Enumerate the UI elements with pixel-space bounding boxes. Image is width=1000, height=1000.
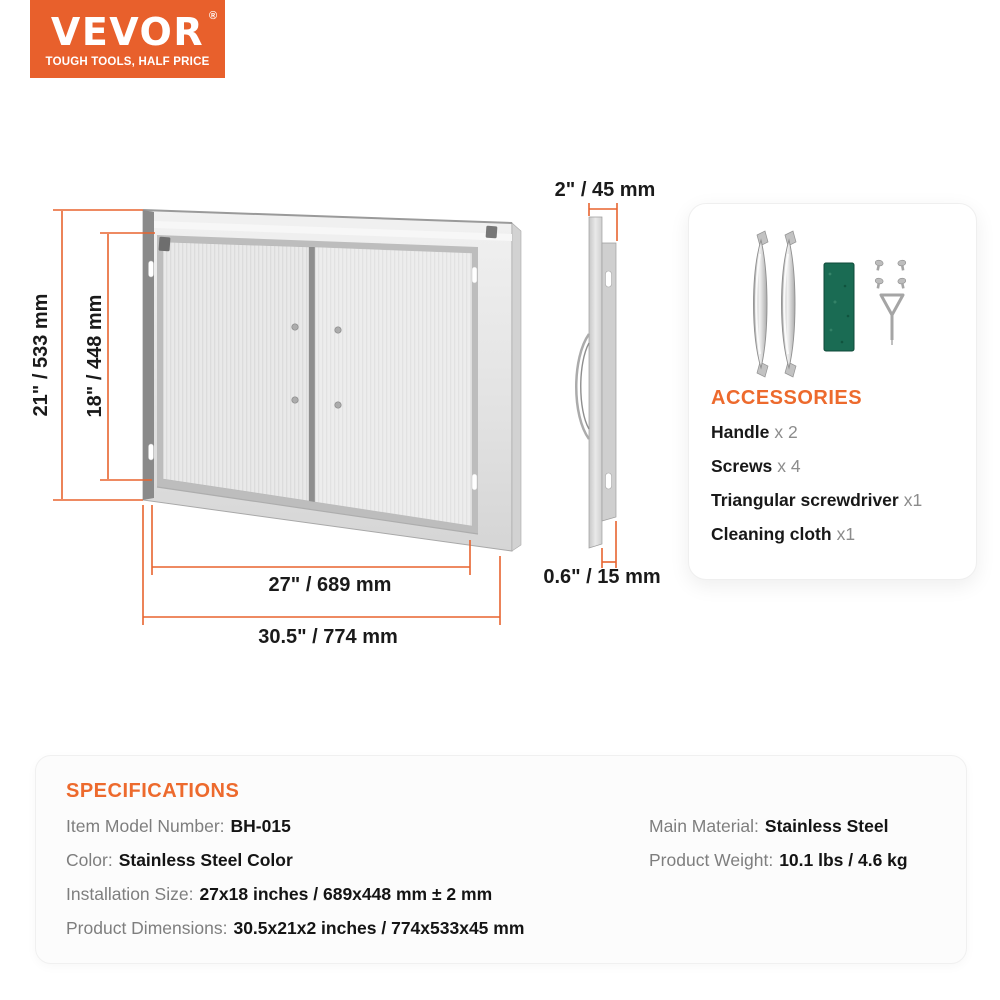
spec-value: 10.1 lbs / 4.6 kg [779,850,908,870]
specifications-card [35,755,967,964]
registered-mark: ® [208,9,218,22]
spec-value: 27x18 inches / 689x448 mm ± 2 mm [199,884,493,904]
accessories-card [688,203,977,580]
hinge-icon [159,237,171,252]
spec-label: Product Weight: [649,850,774,870]
dim-inner-height [100,233,155,480]
cleaning-cloth-icon [824,263,854,351]
door-leaf-left [163,242,309,501]
mounting-slot [606,271,612,287]
accessories-title: ACCESSORIES [711,387,863,409]
dim-outer-height [53,210,143,500]
mounting-slot [472,474,477,490]
accessory-count: x 2 [774,422,798,442]
specifications-title: SPECIFICATIONS [66,780,240,802]
accessory-count: x1 [836,524,856,544]
door-left-edge [143,210,154,500]
hinge-icon [486,226,498,239]
handle-icon [754,231,769,377]
door-right-edge [512,223,521,551]
screw-dot [292,324,298,330]
triangular-screwdriver-icon [881,295,903,345]
screw-dot [292,397,298,403]
spec-value: 30.5x21x2 inches / 774x533x45 mm [233,918,525,938]
dim-label-inner-height: 18" / 448 mm [84,294,106,418]
product-diagram [0,140,680,700]
door-top-band [154,221,512,241]
accessory-count: x1 [903,490,923,510]
spec-row [649,816,888,837]
screw-dot [335,402,341,408]
side-handle [576,334,589,439]
dim-label-outer-width: 30.5" / 774 mm [258,626,398,648]
accessory-item [711,524,922,545]
dim-label-side-depth: 2" / 45 mm [554,179,656,201]
accessory-item [711,490,922,511]
spec-label: Color: [66,850,113,870]
screws-icon [874,259,908,289]
dim-label-outer-height: 21" / 533 mm [30,293,52,417]
vevor-logo [30,0,225,78]
logo-tagline: TOUGH TOOLS, HALF PRICE [45,55,210,68]
accessory-label: Handle [711,422,770,442]
spec-value: Stainless Steel Color [118,850,293,870]
accessory-count: x 4 [777,456,801,476]
handle-icon [782,231,797,377]
door-outer-frame [143,210,512,551]
spec-label: Main Material: [649,816,759,836]
mounting-slot [149,444,154,460]
accessories-illustration [689,204,976,389]
spec-row [66,850,293,871]
door-leaf-right [315,247,472,526]
mounting-slot [149,261,154,277]
dim-inner-width [152,505,470,575]
mounting-slot [606,473,612,489]
screw-dot [335,327,341,333]
spec-row [66,816,291,837]
spec-value: Stainless Steel [764,816,889,836]
accessory-label: Triangular screwdriver [711,490,899,510]
door-recess [157,235,478,534]
dim-label-side-thickness: 0.6" / 15 mm [543,566,661,588]
side-face-plate [589,217,602,548]
spec-row [66,918,524,939]
accessory-label: Screws [711,456,773,476]
spec-label: Installation Size: [66,884,194,904]
side-flange [602,243,616,521]
accessories-list [711,422,922,545]
brand-text: VEVOR ® [50,9,218,54]
spec-label: Product Dimensions: [66,918,228,938]
dim-outer-width [143,505,500,625]
side-profile-view [576,217,616,548]
door-divider [309,247,315,502]
dim-label-inner-width: 27" / 689 mm [268,574,392,596]
accessory-item [711,422,922,443]
accessory-label: Cleaning cloth [711,524,832,544]
spec-row [66,884,492,905]
dim-side-depth [589,203,617,241]
spec-row [649,850,908,871]
side-handle-inner [581,343,589,429]
mounting-slot [472,267,477,283]
dim-side-thickness [602,521,616,568]
door-front-view [143,210,521,551]
accessory-item [711,456,922,477]
spec-value: BH-015 [230,816,291,836]
spec-label: Item Model Number: [66,816,225,836]
